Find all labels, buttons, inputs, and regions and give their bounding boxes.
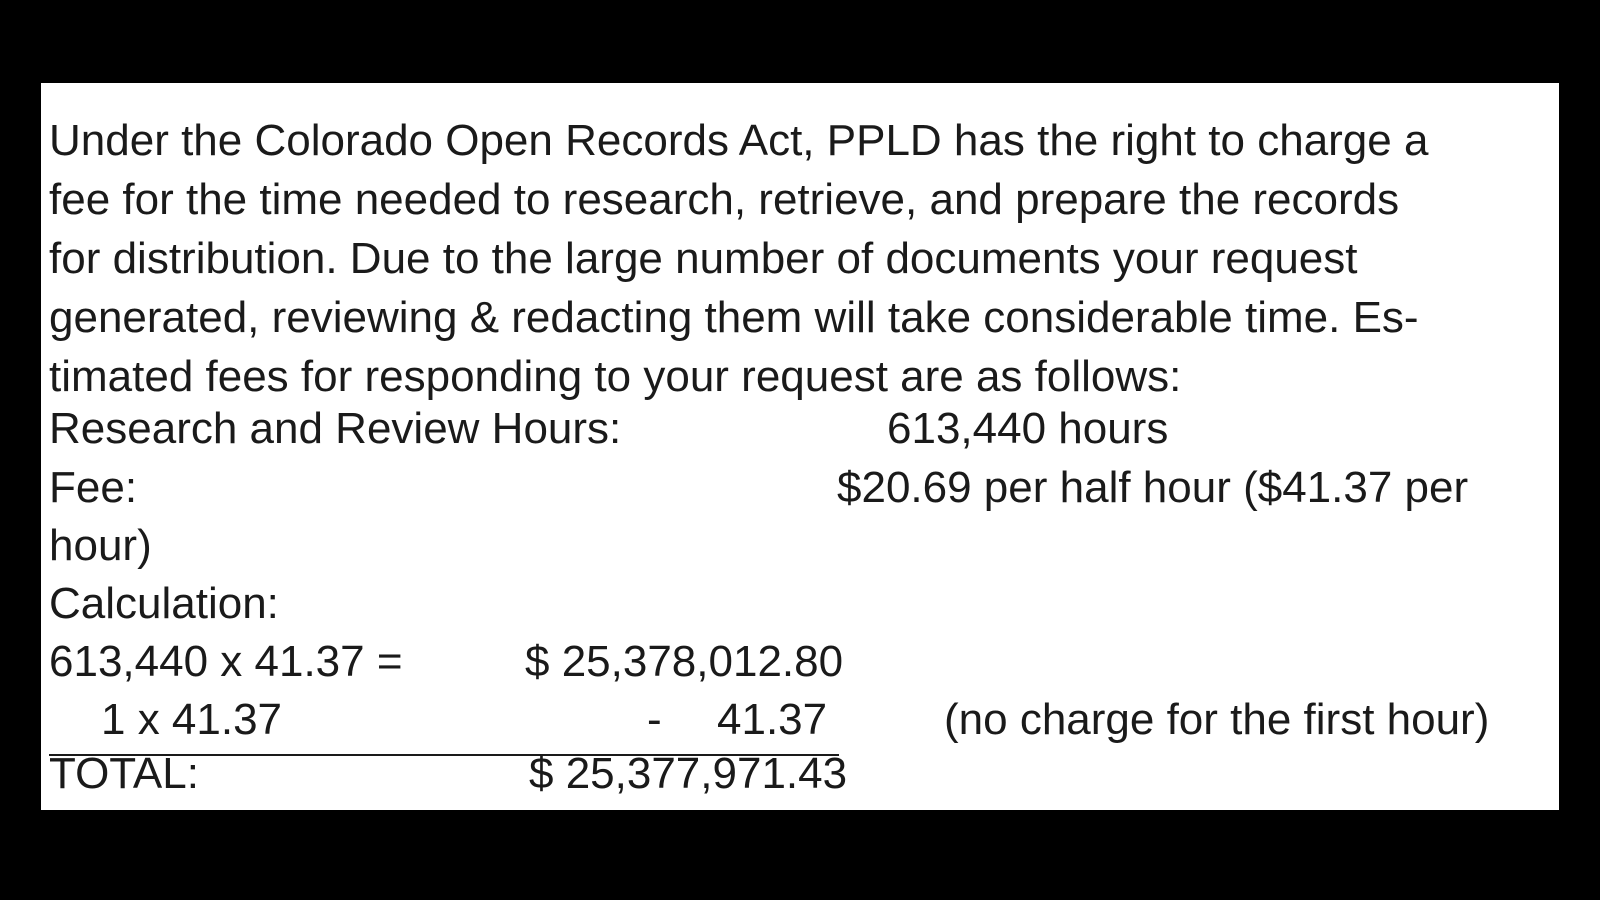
- paragraph-line: fee for the time needed to research, retrieve, and prepare the records: [49, 175, 1400, 224]
- hours-label: Research and Review Hours:: [49, 404, 622, 453]
- fee-value: $20.69 per half hour ($41.37 per: [837, 463, 1469, 512]
- intro-paragraph: [49, 111, 1559, 406]
- fee-label: Fee:: [49, 463, 138, 512]
- paragraph-line: Under the Colorado Open Records Act, PPLD has the right to charge a: [49, 116, 1429, 165]
- paragraph-line: generated, reviewing & redacting them will take considerable time. Es-: [49, 293, 1419, 342]
- fee-value-wrap: hour): [49, 521, 152, 570]
- calculation-label: Calculation:: [49, 579, 279, 628]
- paragraph-line: timated fees for responding to your request are as follows:: [49, 352, 1182, 401]
- calculation-row2-note: (no charge for the first hour): [944, 695, 1490, 744]
- calculation-row2-amount: 41.37: [717, 695, 828, 744]
- calculation-row1-expression: 613,440 x 41.37 =: [49, 637, 403, 686]
- calculation-row1-amount: $ 25,378,012.80: [525, 637, 844, 686]
- calculation-row2-minus: -: [647, 695, 662, 744]
- calculation-row2-expression: 1 x 41.37: [101, 695, 283, 744]
- paragraph-line: for distribution. Due to the large number of documents your request: [49, 234, 1358, 283]
- total-label: TOTAL:: [49, 749, 199, 798]
- hours-value: 613,440 hours: [887, 404, 1169, 453]
- total-amount: $ 25,377,971.43: [529, 749, 848, 798]
- document-page: [41, 83, 1559, 810]
